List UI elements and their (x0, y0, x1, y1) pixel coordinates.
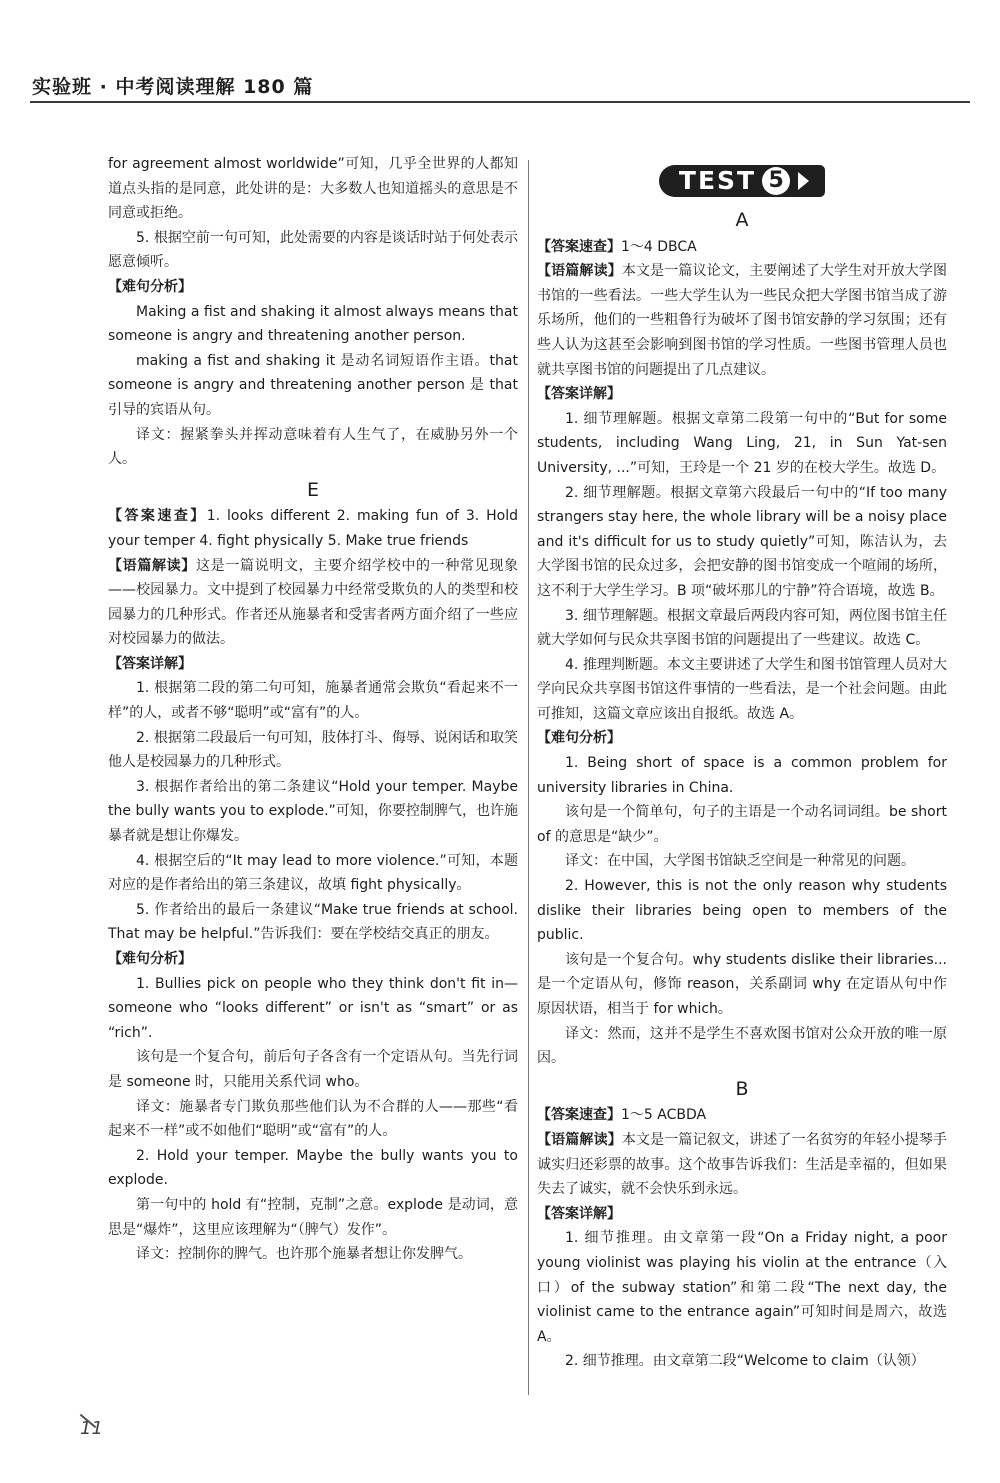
running-header: 实验班 · 中考阅读理解 180 篇 (32, 76, 314, 98)
analysis-item: 译文：在中国，大学图书馆缺乏空间是一种常见的问题。 (565, 853, 915, 870)
section-e-title: E (306, 478, 319, 501)
analysis-item: 译文：施暴者专门欺负那些他们认为不合群的人——那些“看起来不一样”或不如他们“聪明”或“富有”的人。 (108, 1098, 518, 1140)
detail-heading: 【答案详解】 (108, 655, 192, 672)
reading-text: 本文是一篇议论文，主要阐述了大学生对开放大学图书馆的一些看法。一些大学生认为一些民众把大学图书馆当成了游乐场所，他们的一些粗鲁行为破坏了图书馆安静的学习氛围；还有些人认为这甚至会影响到图书馆的学习性质。一些图书管理人员也就共享图书馆的问题提出了几点建议。 (537, 263, 948, 378)
analysis-item: 该句是一个复合句。why students dislike their libraries... 是一个定语从句，修饰 reason，关系副词 why 在定语从句中作原因状语，相当于 for which。 (537, 951, 947, 1017)
quick-answer-label: 【答案速查】 (108, 508, 207, 525)
difficult-sentence-heading: 【难句分析】 (108, 951, 192, 967)
analysis-item: 1. Bullies pick on people who they think don't fit in—someone who “looks different” or isn't as “smart” or as “rich”. (108, 975, 518, 1041)
detail-heading: 【答案详解】 (537, 1205, 621, 1222)
analysis-item: 该句是一个简单句，句子的主语是一个动名词词组。be short of 的意思是“缺少”。 (537, 804, 947, 845)
test-badge (537, 160, 947, 202)
analysis-sentence: Making a fist and shaking it almost always means that someone is angry and threatening another person. (108, 303, 518, 345)
header-rule (30, 101, 970, 103)
reading-label: 【语篇解读】 (108, 557, 196, 574)
detail-item: 4. 根据空后的“It may lead to more violence.”可知，本题对应的是作者给出的第三条建议，故填 fight physically。 (108, 852, 518, 894)
section-b-title: B (735, 1077, 749, 1100)
quick-answer-text: 1. looks different 2. making fun of 3. Hold your temper 4. fight physically 5. Make true friends (108, 508, 519, 549)
detail-heading: 【答案详解】 (537, 386, 621, 403)
detail-item: 2. 细节理解题。根据文章第六段最后一句中的“If too many strangers stay here, the whole library will be a noisy place and it's difficult for us to study quietly”可知，陈洁认为，去大学图书馆的民众过多，会把安静的图书馆变成一个喧闹的场所，这不利于大学生学习。B 项“破坏那儿的宁静”符合语境，故选 B。 (537, 484, 947, 599)
reading-label: 【语篇解读】 (537, 1131, 622, 1148)
quick-answer-text: 1～5 ACBDA (621, 1107, 707, 1124)
column-divider (528, 160, 529, 1395)
quick-answer-label: 【答案速查】 (537, 1107, 621, 1124)
page-number: 11 (80, 1418, 103, 1439)
analysis-item: 2. Hold your temper. Maybe the bully wants you to explode. (108, 1147, 518, 1189)
section-a-title: A (735, 209, 749, 231)
reading-label: 【语篇解读】 (537, 263, 622, 280)
test-number: 5 (762, 167, 790, 195)
quick-answer-label: 【答案速查】 (537, 238, 621, 255)
detail-item: 1. 细节理解题。根据文章第二段第一句中的“But for some students, including Wang Ling, 21, in Sun Yat-sen University, ...”可知，王玲是一个 21 岁的在校大学生。故选 D。 (537, 410, 947, 476)
test-label: TEST (678, 165, 757, 195)
play-arrow-icon (798, 172, 809, 190)
detail-item: 2. 细节推理。由文章第二段“Welcome to claim（认领） (565, 1353, 925, 1370)
detail-item: 4. 推理判断题。本文主要讲述了大学生和图书馆管理人员对大学向民众共享图书馆这件事情的一些看法，是一个社会问题。由此可推知，这篇文章应该出自报纸。故选 A。 (537, 656, 947, 722)
analysis-item: 第一句中的 hold 有“控制，克制”之意。explode 是动词，意思是“爆炸”，这里应该理解为“（脾气）发作”。 (108, 1196, 518, 1238)
detail-item: 5. 作者给出的最后一条建议“Make true friends at school. That may be helpful.”告诉我们：要在学校结交真正的朋友。 (108, 901, 518, 943)
detail-item: 3. 细节理解题。根据文章最后两段内容可知，两位图书馆主任就大学如何与民众共享图书馆的问题提出了一些建议。故选 C。 (537, 607, 947, 649)
difficult-sentence-heading: 【难句分析】 (108, 278, 192, 295)
analysis-item: 2. However, this is not the only reason why students dislike their libraries being open to members of the public. (537, 878, 947, 944)
right-column (537, 152, 947, 1374)
analysis-item: 译文：然而，这并不是学生不喜欢图书馆对公众开放的唯一原因。 (537, 1025, 947, 1067)
difficult-sentence-heading: 【难句分析】 (537, 730, 621, 747)
left-column (108, 152, 518, 1267)
analysis-translation: 译文：握紧拳头并挥动意味着有人生气了，在威胁另外一个人。 (108, 426, 518, 468)
reading-text: 本文是一篇记叙文，讲述了一名贫穷的年轻小提琴手诚实归还彩票的故事。这个故事告诉我们：生活是幸福的，但如果失去了诚实，就不会快乐到永远。 (537, 1131, 948, 1198)
detail-item: 1. 细节推理。由文章第一段“On a Friday night, a poor young violinist was playing his violin at the entrance（入口）of the subway station”和第二段“The next day, the violinist came to the entrance again”可知时间是周六，故选 A。 (537, 1230, 947, 1345)
detail-item: 2. 根据第二段最后一句可知，肢体打斗、侮辱、说闲话和取笑他人是校园暴力的几种形式。 (108, 729, 518, 771)
analysis-item: 该句是一个复合句，前后句子各含有一个定语从句。当先行词是 someone 时，只能用关系代词 who。 (108, 1049, 518, 1090)
detail-item: 1. 根据第二段的第二句可知，施暴者通常会欺负“看起来不一样”的人，或者不够“聪明”或“富有”的人。 (108, 680, 518, 722)
analysis-explanation: making a fist and shaking it 是动名词短语作主语。that someone is angry and threatening another person 是 that 引导的宾语从句。 (108, 352, 518, 418)
analysis-item: 1. Being short of space is a common problem for university libraries in China. (537, 755, 947, 796)
answer-5-paragraph: 5. 根据空前一句可知，此处需要的内容是谈话时站于何处表示愿意倾听。 (108, 229, 518, 271)
detail-item: 3. 根据作者给出的第二条建议“Hold your temper. Maybe the bully wants you to explode.”可知，你要控制脾气，也许施暴者就是想让你爆发。 (108, 778, 518, 845)
analysis-item: 译文：控制你的脾气。也许那个施暴者想让你发脾气。 (136, 1246, 472, 1263)
reading-text: 这是一篇说明文，主要介绍学校中的一种常见现象——校园暴力。文中提到了校园暴力中经常受欺负的人的类型和校园暴力的几种形式。作者还从施暴者和受害者两方面介绍了一些应对校园暴力的做法。 (108, 557, 518, 648)
continued-paragraph: for agreement almost worldwide”可知，几乎全世界的人都知道点头指的是同意，此处讲的是：大多数人也知道摇头的意思是不同意或拒绝。 (108, 156, 518, 222)
quick-answer-text: 1～4 DBCA (621, 238, 697, 255)
